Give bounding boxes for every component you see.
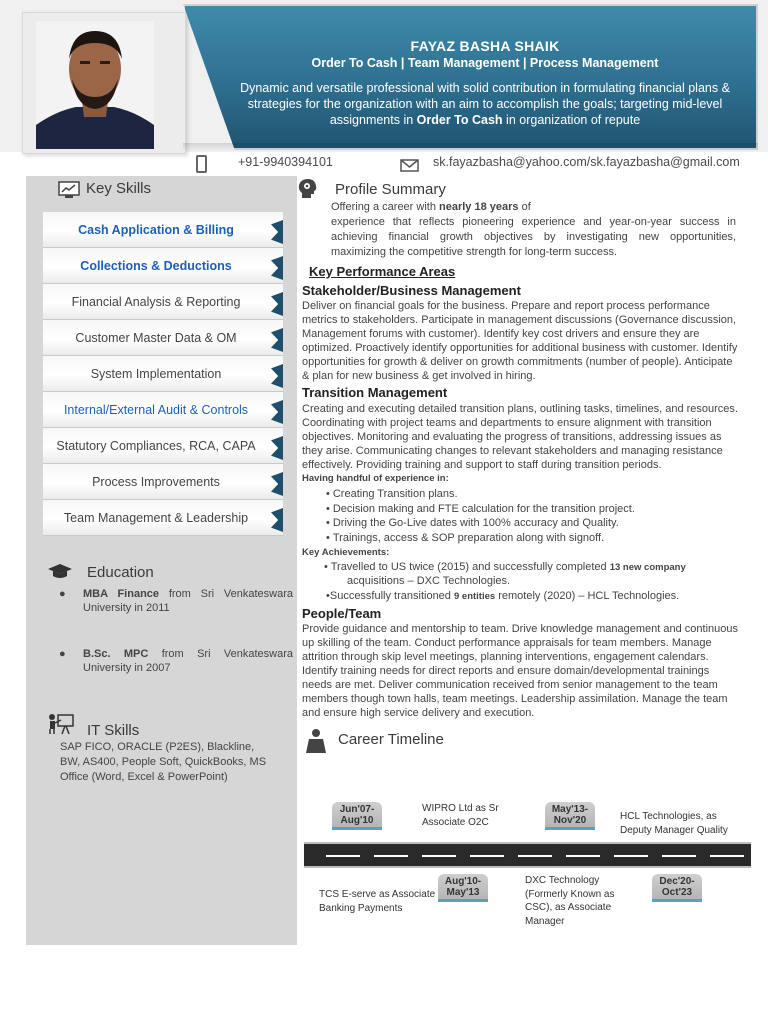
achievement-2-text-a: Successfully transitioned [329, 590, 454, 602]
transition-text: Creating and executing detailed transition plans, outlining tasks, timelines, and resources. Coordinating with project teams and departments to ensure alignment with transition objectives. Monitoring and evaluating the progress of transitions, addressing issues as they arise. Communicating changes to relevant stakeholders and managing resistance effectively. Providing training and support to staff during transition periods. [302, 403, 738, 471]
skill-item [43, 212, 283, 248]
skill-item [43, 500, 283, 536]
education-detail: from Sri Venkateswara University in 2007 [83, 648, 293, 674]
road-dash [662, 855, 696, 857]
skill-tab-marker [271, 256, 283, 280]
timeline-entry-text: HCL Technologies, as Deputy Manager Quality [620, 811, 728, 836]
profile-first-line [331, 200, 736, 214]
education-title: Education [87, 564, 154, 581]
profile-text-a: Offering a career with [331, 201, 440, 213]
timeline-entry-text: DXC Technology (Formerly Known as CSC), as Associate Manager [525, 875, 615, 927]
phone-number[interactable]: +91-9940394101 [238, 155, 333, 169]
road-dash [518, 855, 552, 857]
key-skills-list [43, 212, 283, 536]
transition-title: Transition Management [302, 385, 448, 400]
timeline-date-end: Aug'10 [340, 815, 374, 826]
timeline-date-start: Aug'10- [444, 876, 482, 887]
profile-head-icon [296, 178, 318, 200]
candidate-name: FAYAZ BASHA SHAIK [410, 38, 560, 54]
skill-label: Cash Application & Billing [78, 222, 234, 237]
profile-summary-text: experience that reflects pioneering experience and year-on-year success in achieving financial growth objectives by investigating new opportunities, maximizing the competitive strength for long-term success. [331, 216, 736, 258]
list-item: • Decision making and FTE calculation for the transition project. [326, 502, 736, 517]
timeline-road [304, 842, 751, 868]
timeline-entry-text: WIPRO Ltd as Sr Associate O2C [422, 803, 499, 828]
skill-label: Customer Master Data & OM [75, 330, 237, 345]
list-item: • Trainings, access & SOP preparation along with signoff. [326, 531, 736, 546]
handful-title: Having handful of experience in: [302, 473, 449, 484]
intro-text-2: in organization of repute [502, 113, 641, 127]
profile-photo [36, 21, 154, 149]
list-item: • Creating Transition plans. [326, 487, 736, 502]
timeline-entry-text: TCS E-serve as Associate Banking Payments [319, 889, 436, 914]
skill-label: System Implementation [90, 366, 222, 381]
skill-tab-marker [271, 472, 283, 496]
timeline-date-badge [652, 874, 702, 902]
candidate-tagline: Order To Cash | Team Management | Process Management [311, 56, 659, 70]
banner-shadow [183, 143, 758, 151]
list-item: • Driving the Go-Live dates with 100% accuracy and Quality. [326, 516, 736, 531]
skill-item [43, 320, 283, 356]
profile-summary-title: Profile Summary [335, 181, 446, 198]
achievement-2-bold: 9 entities [453, 591, 496, 602]
road-dash [470, 855, 504, 857]
timeline-date-start: Jun'07- [339, 804, 375, 815]
achievement-2-text-b: remotely (2020) – HCL Technologies. [495, 590, 680, 602]
presentation-board-icon [47, 713, 75, 735]
profile-text-b: of [518, 201, 531, 213]
profile-years: nearly 18 years [439, 201, 519, 213]
achievement-1-bold: 13 new company [609, 562, 686, 573]
timeline-date-end: May'13 [446, 887, 480, 898]
road-dash [710, 855, 744, 857]
bullet-icon: ● [59, 648, 66, 660]
skill-label: Process Improvements [92, 474, 220, 489]
skill-label: Internal/External Audit & Controls [63, 402, 249, 417]
skill-item [43, 356, 283, 392]
achievement-1-text-a: Travelled to US twice (2015) and successfully completed [330, 561, 610, 573]
timeline-date-badge [332, 802, 382, 830]
timeline-date-badge [438, 874, 488, 902]
skill-tab-marker [271, 292, 283, 316]
profile-photo-frame [22, 12, 186, 154]
timeline-date-start: May'13- [551, 804, 589, 815]
intro-bold: Order To Cash [416, 113, 503, 127]
road-dash [614, 855, 648, 857]
candidate-intro [240, 80, 730, 128]
skill-tab-marker [271, 220, 283, 244]
road-dash [374, 855, 408, 857]
achievement-2: •Successfully transitioned 9 entities remotely (2020) – HCL Technologies. [326, 590, 680, 602]
education-degree: MBA Finance [83, 588, 160, 600]
skill-item [43, 284, 283, 320]
key-skills-icon [58, 181, 80, 199]
road-dash [566, 855, 600, 857]
people-team-text: Provide guidance and mentorship to team. Drive knowledge management and continuous up skilling of the team. Conduct performance appraisals for team members. Manage attrition through skip level meetings, planning interventions, engagement calendars. Identify training needs for direct reports and ensure domain/developmental trainings needs are met. Deliver communication received from senior management to the team members though town halls, team meetings. Leadership assimilation. Manage the team and ensure high service delivery and execution. [302, 623, 738, 719]
skill-tab-marker [271, 328, 283, 352]
road-dash [422, 855, 456, 857]
skill-item [43, 464, 283, 500]
achievement-1-continued: acquisitions – DXC Technologies. [347, 575, 511, 587]
road-dash [326, 855, 360, 857]
person-icon [304, 728, 328, 754]
email-address[interactable]: sk.fayazbasha@yahoo.com/sk.fayazbasha@gmail.com [433, 155, 740, 169]
skill-tab-marker [271, 436, 283, 460]
skill-item [43, 392, 283, 428]
graduation-cap-icon [47, 563, 73, 581]
education-detail: from Sri Venkateswara University in 2011 [83, 588, 294, 614]
bullet-icon: ● [59, 588, 66, 600]
kpa-title: Key Performance Areas [309, 264, 456, 279]
achievement-1: • Travelled to US twice (2015) and successfully completed 13 new company [324, 561, 686, 573]
skill-tab-marker [271, 508, 283, 532]
skill-label: Team Management & Leadership [63, 510, 249, 525]
career-timeline-title: Career Timeline [338, 731, 444, 748]
skill-tab-marker [271, 400, 283, 424]
timeline-date-start: Dec'20- [659, 876, 695, 887]
timeline-date-end: Oct'23 [661, 887, 693, 898]
skill-label: Financial Analysis & Reporting [71, 294, 241, 309]
education-degree: B.Sc. MPC [83, 648, 149, 660]
skill-label: Collections & Deductions [80, 258, 232, 273]
skill-item [43, 248, 283, 284]
stakeholder-title: Stakeholder/Business Management [302, 283, 521, 298]
skill-item [43, 428, 283, 464]
stakeholder-text: Deliver on financial goals for the business. Prepare and report process performance metrics to stakeholders. Participate in management discussions (Governance discussion, Management forums with customer). Identify key cost drivers and ensure they are optimized. Proactively identify opportunities for additional business with customer. Identify opportunities for growth & deliver on growth commitments (number of people). Anticipate & plan for new business & get involved in hiring. [302, 300, 738, 382]
phone-icon [196, 155, 207, 173]
achievements-title: Key Achievements: [302, 547, 390, 558]
timeline-date-badge [545, 802, 595, 830]
it-skills-text: SAP FICO, ORACLE (P2ES), Blackline, BW, AS400, People Soft, QuickBooks, MS Office (Word, Excel & PowerPoint) [60, 741, 267, 783]
it-skills-title: IT Skills [87, 722, 140, 739]
education-item [61, 647, 293, 675]
handful-list [326, 487, 736, 545]
education-item [61, 587, 293, 615]
timeline-date-end: Nov'20 [553, 815, 587, 826]
key-skills-title: Key Skills [86, 180, 152, 197]
mail-icon [400, 159, 419, 172]
skill-label: Statutory Compliances, RCA, CAPA [56, 438, 256, 453]
skill-tab-marker [271, 364, 283, 388]
people-team-title: People/Team [302, 606, 382, 621]
header-banner [183, 4, 758, 150]
intro-text-1: Dynamic and versatile professional with solid contribution in formulating financial plans & strategies for the organization with an aim to accomplish the goals; targeting mid-level assignments in [240, 81, 730, 127]
